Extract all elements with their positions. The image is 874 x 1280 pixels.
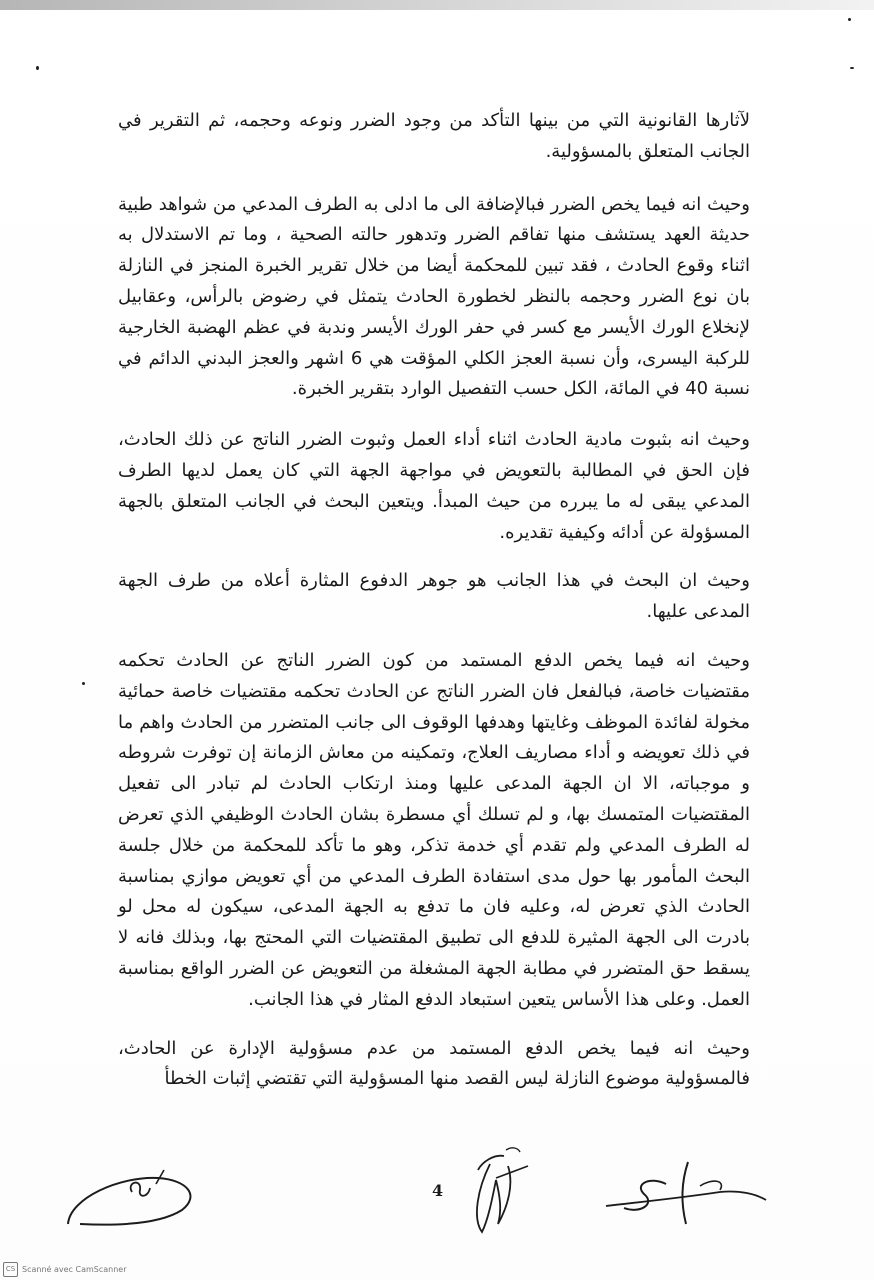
camscanner-text: Scanné avec CamScanner <box>22 1265 127 1274</box>
paragraph-1: لآثارها القانونية التي من بينها التأكد من وجود الضرر ونوعه وحجمه، ثم التقرير في الجانب المتعلق بالمسؤولية. <box>118 110 750 162</box>
signature-middle <box>448 1140 548 1240</box>
scan-dot <box>36 66 39 70</box>
camscanner-logo-icon: CS <box>3 1262 18 1277</box>
camscanner-watermark <box>3 1262 127 1277</box>
document-body <box>118 106 750 1095</box>
paragraph-4: وحيث ان البحث في هذا الجانب هو جوهر الدفوع المثارة أعلاه من طرف الجهة المدعى عليها. <box>118 570 750 623</box>
scan-shadow <box>0 0 874 10</box>
paragraph-2: وحيث انه فيما يخص الضرر فبالإضافة الى ما ادلى به الطرف المدعي من شواهد طبية حديثة العهد يستشف منها تفاقم الضرر وتدهور حالته الصحية ، وما تم الاستدلال به اثناء وقوع الحادث ، فقد تبين للمحكمة أيضا من خلال تقرير الخبرة المنجز في النازلة بان نوع الضرر وحجمه بالنظر لخطورة الحادث يتمثل في رضوض بالرأس، وعقابيل لإنخلاع الورك الأيسر مع كسر في حفر الورك الأيسر وندبة في عظم الهضبة الخارجية للركبة اليسرى، وأن نسبة العجز الكلي المؤقت هي 6 اشهر والعجز البدني الدائم في نسبة 40 في المائة، الكل حسب التفصيل الوارد بتقرير الخبرة. <box>118 193 750 400</box>
paragraph-6: وحيث انه فيما يخص الدفع المستمد من عدم مسؤولية الإدارة عن الحادث، فالمسؤولية موضوع النازلة ليس القصد منها المسؤولية التي تقتضي إثبات الخطأ <box>118 1037 750 1090</box>
scan-dot <box>848 18 851 21</box>
page-number: 4 <box>432 1181 444 1200</box>
scan-dot <box>850 67 854 69</box>
paragraph-5: وحيث انه فيما يخص الدفع المستمد من كون الضرر الناتج عن الحادث تحكمه مقتضيات خاصة، فبالفعل فان الضرر الناتج عن الحادث تحكمه مقتضيات خاصة حمائية مخولة لفائدة الموظف وغايتها وهدفها الوقوف الى جانب المتضرر من الحادث واهم ما في ذلك تعويضه و أداء مصاريف العلاج، وتمكينه من معاش الزمانة إن توفرت شروطه و موجباته، الا ان الجهة المدعى عليها ومنذ ارتكاب الحادث لم تبادر الى تفعيل المقتضيات المتمسك بها، و لم تسلك أي مسطرة بشان الحادث الوظيفي الذي تعرض له الطرف المدعي ولم تقدم أي خدمة تذكر، وهو ما تأكد للمحكمة من خلال جلسة البحث المأمور بها حول مدى استفادة الطرف المدعي من أي تعويض موازي بمناسبة الحادث الذي تعرض له، وعليه فان ما تدفع به الجهة المدعى، سيكون له محل لو بادرت الى الجهة المثيرة للدفع الى تطبيق المقتضيات التي المحتج بها، وبذلك فانه لا يسقط حق المتضرر في مطابة الجهة المشغلة من التعويض عن الضرر الواقع بمناسبة العمل. وعلى هذا الأساس يتعين استبعاد الدفع المثار في هذا الجانب. <box>118 649 750 1010</box>
signature-left <box>60 1158 230 1238</box>
signature-right <box>600 1150 770 1240</box>
paragraph-3: وحيث انه بثبوت مادية الحادث اثناء أداء العمل وثبوت الضرر الناتج عن ذلك الحادث، فإن الحق في المطالبة بالتعويض في مواجهة الجهة التي كان يعمل لديها الطرف المدعي يبقى له ما يبرره من حيث المبدأ. ويتعين البحث في الجانب المتعلق بالجهة المسؤولة عن أدائه وكيفية تقديره. <box>118 429 750 543</box>
scan-dot <box>82 682 85 685</box>
